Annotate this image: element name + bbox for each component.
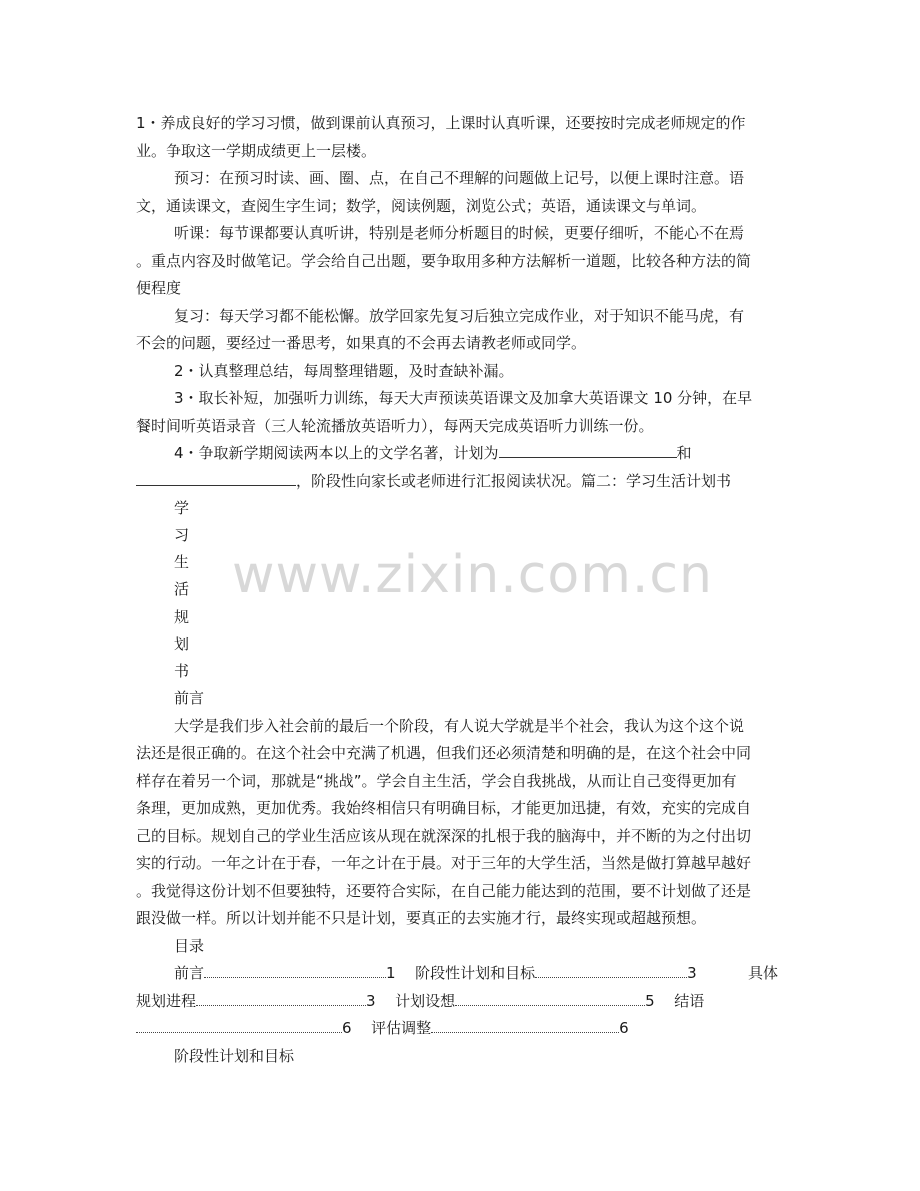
toc-entry-label: 阶段性计划和目标 bbox=[415, 964, 536, 982]
paragraph-line: 文，通读课文，查阅生字生词；数学，阅读例题，浏览公式；英语，通读课文与单词。 bbox=[136, 197, 707, 215]
paragraph-line bbox=[174, 443, 692, 463]
paragraph-line: 实的行动。一年之计在于春，一年之计在于晨。对于三年的大学生活，当然是做打算越早越好 bbox=[136, 854, 752, 872]
vertical-title-char: 学 bbox=[174, 499, 190, 517]
vertical-title-char: 书 bbox=[174, 662, 190, 680]
toc-leader bbox=[136, 1020, 342, 1033]
paragraph-line: 。重点内容及时做笔记。学会给自己出题，要争取用多种方法解析一道题，比较各种方法的简 bbox=[136, 252, 752, 270]
toc-entry-label: 前言 bbox=[174, 964, 205, 982]
paragraph-line: 。我觉得这份计划不但要独特，还要符合实际，在自己能力能达到的范围，要不计划做了还是 bbox=[136, 882, 752, 900]
watermark: www.zixin.com.cn bbox=[232, 545, 713, 605]
toc-entry-page: 6 bbox=[619, 1019, 629, 1037]
toc-line bbox=[174, 963, 697, 983]
blank-underline bbox=[499, 443, 677, 458]
toc-line bbox=[748, 963, 778, 983]
toc-entry[interactable] bbox=[674, 992, 704, 1010]
vertical-title-char: 活 bbox=[174, 580, 190, 598]
paragraph-line: 预习：在预习时读、画、圈、点，在自己不理解的问题做上记号，以便上课时注意。语 bbox=[174, 169, 745, 187]
toc-entry[interactable] bbox=[371, 1019, 629, 1037]
vertical-title-char: 划 bbox=[174, 635, 190, 653]
paragraph-line: 大学是我们步入社会前的最后一个阶段，有人说大学就是半个社会，我认为这个这个说 bbox=[174, 717, 745, 735]
paragraph-line bbox=[136, 113, 782, 133]
toc-entry-label: 计划设想 bbox=[395, 992, 456, 1010]
toc-entry-label: 结语 bbox=[674, 992, 705, 1010]
toc-leader bbox=[196, 993, 366, 1006]
paragraph-line: 2・认真整理总结，每周整理错题，及时查缺补漏。 bbox=[174, 362, 514, 380]
paragraph-line: 不会的问题，要经过一番思考，如果真的不会再去请教老师或同学。 bbox=[136, 334, 587, 352]
toc-entry[interactable] bbox=[136, 992, 376, 1010]
toc-entry[interactable] bbox=[395, 992, 655, 1010]
paragraph-line: 听课：每节课都要认真听讲，特别是老师分析题目的时候，更要仔细听，不能心不在焉 bbox=[174, 224, 745, 242]
text: 和 bbox=[676, 444, 692, 462]
paragraph-line: 便程度 bbox=[136, 279, 182, 297]
toc-entry-page: 3 bbox=[366, 992, 376, 1010]
paragraph-line: 法还是很正确的。在这个社会中充满了机遇，但我们还必须清楚和明确的是，在这个社会中同 bbox=[136, 744, 752, 762]
toc-title: 目录 bbox=[174, 937, 205, 955]
text: 1・养成良好的学习习惯，做到课前认真预习，上课时认真听课，还要按时完成老师规定的作 bbox=[136, 114, 746, 132]
paragraph-line: 样存在着另一个词，那就是“挑战”。学会自主生活，学会自我挑战，从而让自己变得更加有 bbox=[136, 772, 737, 790]
toc-leader bbox=[431, 1020, 619, 1033]
paragraph-line: 跟没做一样。所以计划并能不只是计划，要真正的去实施才行，最终实现或超越预想。 bbox=[136, 909, 707, 927]
toc-entry-page: 1 bbox=[386, 964, 396, 982]
toc-leader bbox=[204, 965, 386, 978]
toc-entry-label-part[interactable]: 具体 bbox=[748, 964, 779, 982]
toc-entry-page: 3 bbox=[687, 964, 697, 982]
paragraph-line: 复习：每天学习都不能松懈。放学回家先复习后独立完成作业，对于知识不能马虎，有 bbox=[174, 307, 745, 325]
text: ，阶段性向家长或老师进行汇报阅读状况。篇二：学习生活计划书 bbox=[296, 472, 732, 490]
toc-entry[interactable] bbox=[136, 1019, 352, 1037]
paragraph-line: 3・取长补短，加强听力训练，每天大声预读英语课文及加拿大英语课文 10 分钟，在早 bbox=[174, 389, 753, 407]
vertical-title-char: 生 bbox=[174, 553, 190, 571]
toc-leader bbox=[455, 993, 645, 1006]
vertical-title-char: 规 bbox=[174, 608, 190, 626]
toc-entry-page: 6 bbox=[342, 1019, 352, 1037]
toc-leader bbox=[535, 965, 687, 978]
toc-entry-label: 评估调整 bbox=[371, 1019, 432, 1037]
toc-entry-page: 5 bbox=[645, 992, 655, 1010]
paragraph-line: 己的目标。规划自己的学业生活应该从现在就深深的扎根于我的脑海中，并不断的为之付出切 bbox=[136, 827, 752, 845]
blank-underline bbox=[136, 471, 296, 486]
toc-entry[interactable] bbox=[415, 964, 697, 982]
section-heading: 阶段性计划和目标 bbox=[174, 1047, 295, 1065]
vertical-title-char: 习 bbox=[174, 526, 190, 544]
toc-entry[interactable] bbox=[174, 964, 396, 982]
toc-line bbox=[136, 991, 704, 1011]
paragraph-line: 餐时间听英语录音（三人轮流播放英语听力），每两天完成英语听力训练一份。 bbox=[136, 417, 654, 435]
paragraph-line: 业。争取这一学期成绩更上一层楼。 bbox=[136, 142, 377, 160]
toc-entry-label: 规划进程 bbox=[136, 992, 197, 1010]
text: 4・争取新学期阅读两本以上的文学名著，计划为 bbox=[174, 444, 499, 462]
paragraph-line: 条理，更加成熟，更加优秀。我始终相信只有明确目标，才能更加迅捷，有效，充实的完成自 bbox=[136, 799, 752, 817]
paragraph-line bbox=[136, 471, 731, 491]
toc-line bbox=[136, 1018, 629, 1038]
section-heading: 前言 bbox=[174, 689, 205, 707]
